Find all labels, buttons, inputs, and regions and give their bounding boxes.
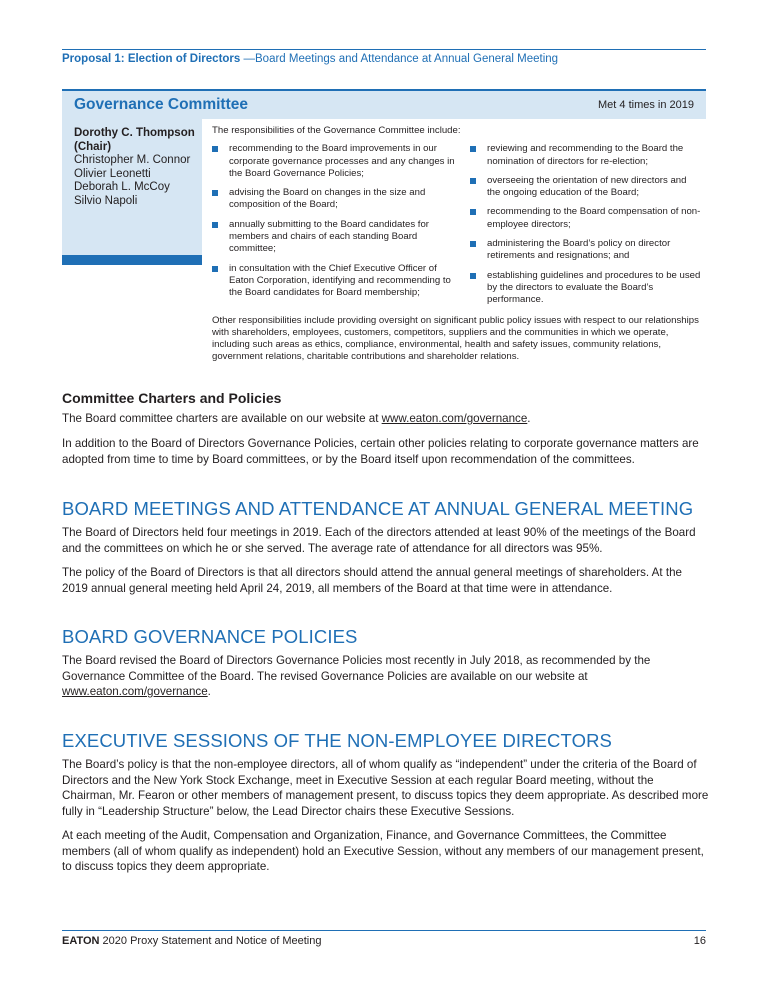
other-responsibilities: Other responsibilities include providing oversight on significant public policy issues with respect to our relationships with shareholders, employees, customers, competitors, suppliers and the communities in which we operate, including such areas as ethics, compliance, environmental, health and safety issues, community relations, government relations, charitable contributions and shareholder relations.: [212, 314, 699, 363]
footer: [62, 935, 321, 947]
text-span: .: [527, 412, 531, 425]
footer-text: 2020 Proxy Statement and Notice of Meeting: [99, 935, 322, 947]
text-span: The Board committee charters are available on our website at: [62, 412, 382, 425]
meeting-count: Met 4 times in 2019: [598, 99, 694, 111]
list-item-text: establishing guidelines and procedures to be used by the directors to evaluate the Board’s performance.: [487, 269, 701, 306]
responsibilities-intro: The responsibilities of the Governance Committee include:: [212, 125, 461, 136]
list-item: [212, 187, 455, 212]
policies-heading: BOARD GOVERNANCE POLICIES: [62, 626, 358, 647]
list-item-text: reviewing and recommending to the Board the nomination of directors for re-election;: [487, 143, 684, 167]
list-item: [470, 270, 701, 307]
square-bullet-icon: [212, 190, 218, 196]
list-item: [470, 175, 701, 200]
committee-chair: Dorothy C. Thompson (Chair): [74, 127, 195, 153]
text-span: .: [207, 685, 211, 699]
list-item: [470, 238, 701, 263]
sessions-paragraph-2: At each meeting of the Audit, Compensation and Organization, Finance, and Governance Committees, the Committee members (all of whom qualify as independent) hold an Executive Session, without any members of our management present, to discuss topics they deem appropriate.: [62, 829, 704, 874]
responsibilities: [212, 125, 706, 373]
list-item-text: in consultation with the Chief Executive Officer of Eaton Corporation, identifying and recommending to the Board candidates for Board membership;: [229, 262, 451, 299]
list-item-text: recommending to the Board compensation of non-employee directors;: [487, 206, 701, 230]
square-bullet-icon: [470, 209, 476, 215]
meetings-paragraph-2: The policy of the Board of Directors is that all directors should attend the annual general meetings of shareholders. At the 2019 annual general meeting held April 24, 2019, all members of the Board at that time were in attendance.: [62, 566, 682, 595]
square-bullet-icon: [212, 146, 218, 152]
sessions-paragraph-1: The Board’s policy is that the non-employee directors, all of whom qualify as “independent” under the criteria of the Board of Directors and the New York Stock Exchange, meet in Executive Session at each regular Board meeting, without the Chairman, Mr. Fearon or other members of management present, to discuss topics they deem appropriate. As described more fully in “Leadership Structure” below, the Lead Director chairs these Executive Sessions.: [62, 758, 709, 818]
square-bullet-icon: [470, 178, 476, 184]
meetings-heading: BOARD MEETINGS AND ATTENDANCE AT ANNUAL GENERAL MEETING: [62, 498, 694, 519]
square-bullet-icon: [470, 273, 476, 279]
header-subtitle: —Board Meetings and Attendance at Annual General Meeting: [243, 53, 559, 65]
list-item-text: administering the Board’s policy on director retirements and resignations; and: [487, 238, 671, 262]
committee-member: Christopher M. Connor: [74, 154, 191, 166]
card-header: [62, 91, 706, 119]
member-list: [62, 119, 202, 265]
governance-link[interactable]: www.eaton.com/governance: [62, 685, 208, 699]
footer-brand: EATON: [62, 935, 100, 947]
square-bullet-icon: [470, 146, 476, 152]
list-item-text: annually submitting to the Board candidates for members and chairs of each standing Board committee;: [229, 218, 429, 255]
header-rule: [62, 49, 706, 50]
charters-heading: Committee Charters and Policies: [62, 390, 282, 406]
footer-rule: [62, 930, 706, 931]
committee-name: Governance Committee: [74, 96, 248, 113]
committee-member: Deborah L. McCoy: [74, 181, 170, 193]
header-title: Proposal 1: Election of Directors: [62, 53, 241, 65]
sessions-heading: EXECUTIVE SESSIONS OF THE NON-EMPLOYEE DIRECTORS: [62, 730, 612, 751]
list-item: [470, 206, 701, 231]
list-item-text: advising the Board on changes in the size and composition of the Board;: [229, 187, 426, 211]
governance-link[interactable]: www.eaton.com/governance: [381, 412, 528, 425]
list-item-text: overseeing the orientation of new directors and the ongoing education of the Board;: [487, 174, 687, 199]
charters-paragraph-2: In addition to the Board of Directors Governance Policies, certain other policies relating to corporate governance matters are adopted from time to time by Board committees, or by the Board itself upon recommendation of the committees.: [62, 437, 699, 466]
square-bullet-icon: [470, 241, 476, 247]
text-span: The Board revised the Board of Directors Governance Policies most recently in July 2018, as recommended by the Governance Committee of the Board. The revised Governance Policies are available on our website at: [62, 654, 651, 683]
square-bullet-icon: [212, 222, 218, 228]
list-item-text: recommending to the Board improvements in our corporate governance processes and any changes in the Board Governance Policies;: [229, 143, 455, 179]
charters-paragraph-1: [62, 411, 710, 427]
square-bullet-icon: [212, 266, 218, 272]
list-item: [212, 143, 455, 180]
meetings-paragraph-1: The Board of Directors held four meetings in 2019. Each of the directors attended at least 90% of the meetings of the Board and the committees on which he or she served. The average rate of attendance for all directors was 95%.: [62, 526, 696, 555]
card-body: [62, 119, 706, 375]
committee-member: Silvio Napoli: [74, 194, 138, 207]
governance-committee-card: [62, 89, 706, 375]
running-header: [62, 53, 558, 65]
committee-member: Olivier Leonetti: [74, 167, 151, 180]
responsibilities-right-list: [470, 143, 706, 313]
list-item: [212, 219, 455, 256]
page-number: 16: [693, 935, 706, 947]
policies-paragraph: [62, 653, 710, 700]
list-item: [212, 263, 455, 300]
responsibilities-left-list: [212, 143, 470, 313]
list-item: [470, 143, 701, 168]
